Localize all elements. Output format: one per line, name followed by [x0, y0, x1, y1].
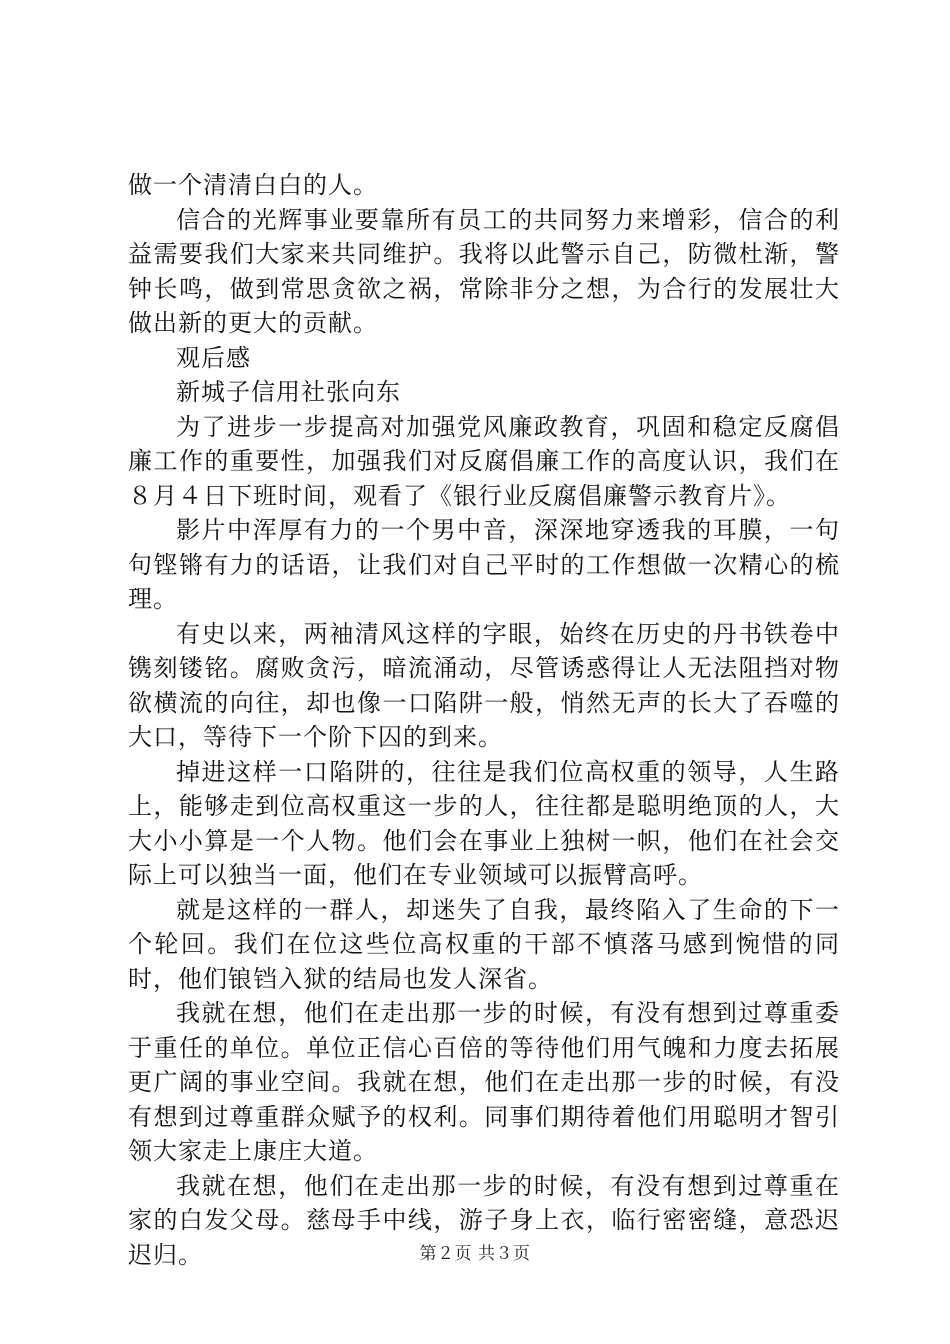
paragraph-10: 我就在想，他们在走出那一步的时候，有没有想到过尊重委于重任的单位。单位正信心百倍的等待他们用气魄和力度去拓展更广阔的事业空间。我就在想，他们在走出那一步的时候，有没有想到过尊重群众赋予的权利。同事们期待着他们用聪明才智引领大家走上康庄大道。 [128, 999, 840, 1165]
paragraph-8: 掉进这样一口陷阱的，往往是我们位高权重的领导，人生路上，能够走到位高权重这一步的人，往往都是聪明绝顶的人，大大小小算是一个人物。他们会在事业上独树一帜，他们在社会交际上可以独当一面，他们在专业领域可以振臂高呼。 [128, 757, 840, 889]
author-line: 新城子信用社张向东 [176, 378, 401, 406]
section-title: 观后感 [176, 343, 251, 372]
paragraph-6: 影片中浑厚有力的一个男中音，深深地穿透我的耳膜，一句句铿锵有力的话语，让我们对自己平时的工作想做一次精心的梳理。 [128, 516, 840, 613]
paragraph-11: 我就在想，他们在走出那一步的时候，有没有想到过尊重在家的白发父母。慈母手中线，游子身上衣，临行密密缝，意恐迟迟归。 [128, 1171, 840, 1269]
paragraph-2: 信合的光辉事业要靠所有员工的共同努力来增彩，信合的利益需要我们大家来共同维护。我将以此警示自己，防微杜渐，警钟长鸣，做到常思贪欲之祸，常除非分之想，为合行的发展壮大做出新的更大的贡献。 [128, 205, 840, 337]
paragraph-9: 就是这样的一群人，却迷失了自我，最终陷入了生命的下一个轮回。我们在位这些位高权重的干部不慎落马感到惋惜的同时，他们锒铛入狱的结局也发人深省。 [128, 895, 840, 993]
paragraph-1: 做一个清清白白的人。 [128, 171, 378, 199]
document-body [128, 168, 840, 1272]
paragraph-5: 为了进步一步提高对加强党风廉政教育，巩固和稳定反腐倡廉工作的重要性，加强我们对反腐倡廉工作的高度认识，我们在８月４日下班时间，观看了《银行业反腐倡廉警示教育片》。 [128, 412, 840, 510]
paragraph-7: 有史以来，两袖清风这样的字眼，始终在历史的丹书铁卷中镌刻镂铭。腐败贪污，暗流涌动，尽管诱惑得让人无法阻挡对物欲横流的向往，却也像一口陷阱一般，悄然无声的长大了吞噬的大口，等待下一个阶下囚的到来。 [128, 619, 840, 751]
page-number-footer: 第２页 共３页 [419, 1244, 531, 1264]
